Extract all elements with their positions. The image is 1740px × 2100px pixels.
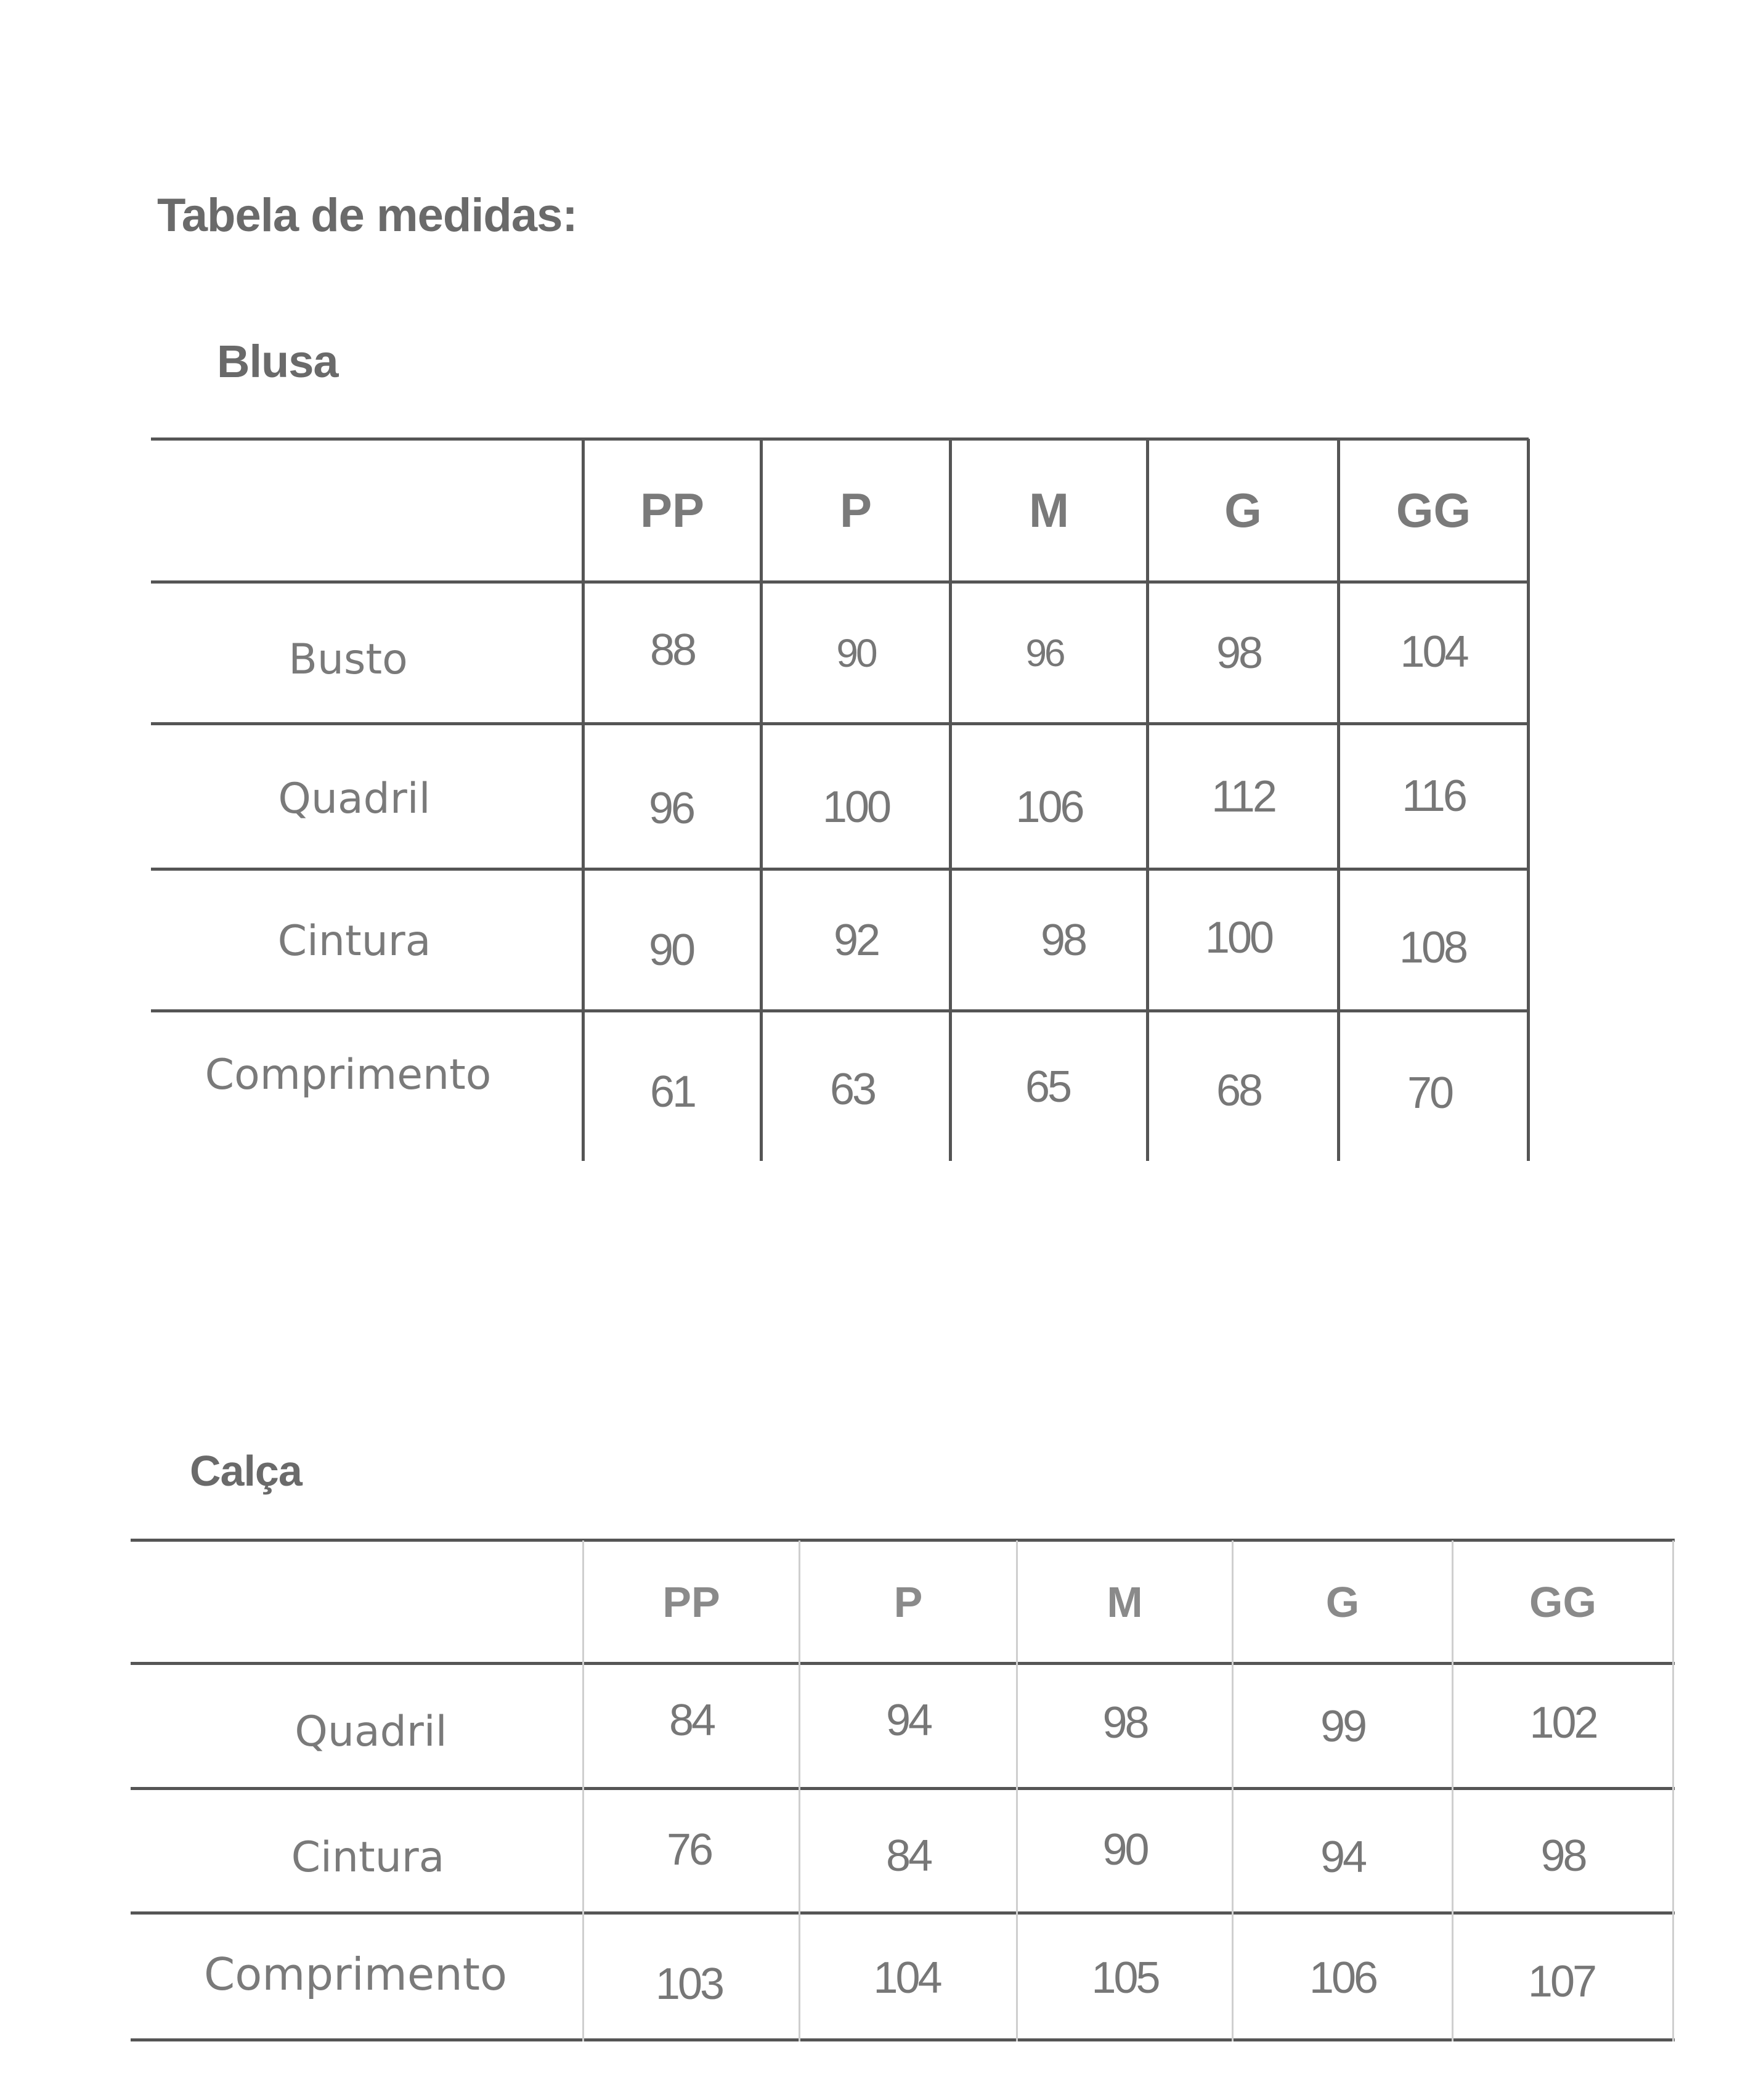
column-header-gg: GG <box>1529 1577 1596 1626</box>
table-cell: 94 <box>1320 1833 1365 1882</box>
table-cell: 106 <box>1015 783 1083 832</box>
table-cell: 88 <box>649 625 695 675</box>
table-cell: 76 <box>666 1825 712 1874</box>
table-rule <box>131 1911 1675 1915</box>
column-header-gg: GG <box>1396 483 1471 537</box>
table-cell: 99 <box>1320 1702 1365 1751</box>
row-label-comprimento: Comprimento <box>205 1050 492 1099</box>
table-cell: 98 <box>1040 916 1086 965</box>
table-cell: 112 <box>1211 772 1275 821</box>
table-rule <box>151 868 1529 871</box>
row-label-quadril: Quadril <box>278 774 431 823</box>
row-label-quadril: Quadril <box>295 1707 447 1756</box>
table-cell: 70 <box>1407 1068 1452 1118</box>
table-cell: 94 <box>885 1696 931 1745</box>
table-cell: 106 <box>1309 1953 1376 2003</box>
row-label-comprimento: Comprimento <box>203 1948 508 2000</box>
table-cell: 104 <box>1400 627 1467 677</box>
table-cell: 68 <box>1216 1066 1261 1115</box>
table-cell: 100 <box>822 783 890 832</box>
table-cell: 98 <box>1216 629 1261 678</box>
calca-section-title: Calça <box>190 1447 302 1495</box>
table-rule <box>131 2038 1675 2041</box>
table-rule <box>131 1662 1675 1665</box>
column-header-pp: PP <box>662 1577 720 1626</box>
table-cell: 96 <box>1025 632 1063 675</box>
table-cell: 105 <box>1091 1953 1158 2003</box>
row-label-busto: Busto <box>288 635 408 684</box>
column-header-p: P <box>839 483 872 537</box>
table-cell: 90 <box>1102 1825 1147 1874</box>
table-cell: 102 <box>1529 1698 1596 1748</box>
column-header-p: P <box>893 1577 923 1626</box>
blusa-section-title: Blusa <box>217 336 338 387</box>
table-cell: 116 <box>1402 771 1465 821</box>
table-rule <box>151 1009 1529 1012</box>
table-cell: 104 <box>873 1953 940 2003</box>
table-cell: 84 <box>885 1831 931 1881</box>
table-rule <box>151 722 1529 725</box>
table-cell: 107 <box>1527 1957 1595 2006</box>
table-cell: 90 <box>836 631 876 675</box>
table-cell: 61 <box>649 1067 695 1117</box>
table-cell: 100 <box>1205 913 1272 962</box>
column-header-g: G <box>1224 483 1262 537</box>
table-divider <box>1527 439 1530 1161</box>
column-header-g: G <box>1325 1577 1360 1626</box>
page-title: Tabela de medidas: <box>157 189 577 242</box>
column-header-m: M <box>1107 1577 1143 1626</box>
table-cell: 84 <box>669 1696 714 1745</box>
table-cell: 65 <box>1025 1062 1070 1112</box>
row-label-cintura: Cintura <box>291 1833 445 1882</box>
table-cell: 108 <box>1399 923 1466 972</box>
table-rule <box>151 580 1529 584</box>
table-divider <box>1672 1540 1674 2041</box>
table-cell: 103 <box>655 1960 723 2009</box>
table-cell: 98 <box>1540 1831 1585 1881</box>
table-rule <box>131 1787 1675 1790</box>
column-header-m: M <box>1029 483 1069 537</box>
table-cell: 90 <box>648 926 694 975</box>
table-cell: 98 <box>1102 1698 1147 1748</box>
table-cell: 96 <box>648 784 694 833</box>
table-cell: 63 <box>829 1065 875 1114</box>
table-cell: 92 <box>833 916 879 965</box>
column-header-pp: PP <box>640 483 705 537</box>
row-label-cintura: Cintura <box>277 916 431 966</box>
